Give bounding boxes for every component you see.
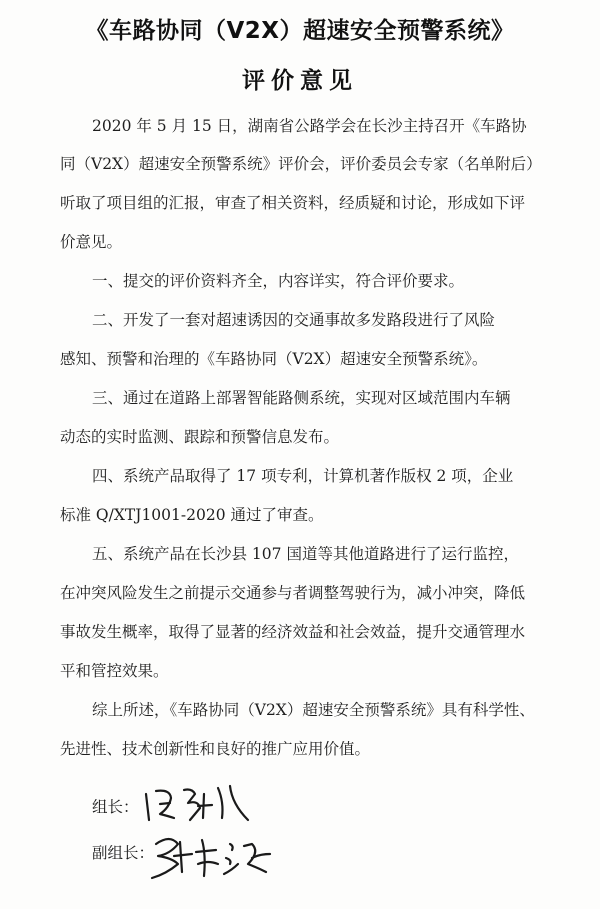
- paragraph-line: 在冲突风险发生之前提示交通参与者调整驾驶行为，减小冲突，降低: [60, 584, 526, 602]
- deputy-label: 副组长：: [92, 844, 155, 862]
- paragraph-line: 一、提交的评价资料齐全，内容详实，符合评价要求。: [92, 272, 465, 290]
- document-title: 《车路协同（V2X）超速安全预警系统》: [85, 18, 515, 44]
- deputy-signature: [148, 824, 288, 886]
- paragraph-line: 五、系统产品在长沙县 107 国道等其他道路进行了运行监控，: [92, 545, 519, 563]
- paragraph-line: 标准 Q/XTJ1001-2020 通过了审查。: [60, 506, 324, 524]
- paragraph-line: 2020 年 5 月 15 日，湖南省公路学会在长沙主持召开《车路协: [92, 117, 527, 135]
- document-subtitle: 评价意见: [242, 68, 358, 94]
- leader-label: 组长：: [92, 798, 139, 816]
- paragraph-line: 二、开发了一套对超速诱因的交通事故多发路段进行了风险: [92, 311, 496, 329]
- paragraph-line: 听取了项目组的汇报，审查了相关资料，经质疑和讨论，形成如下评: [60, 194, 526, 212]
- paragraph-line: 先进性、技术创新性和良好的推广应用价值。: [60, 740, 371, 758]
- leader-signature: [140, 778, 270, 828]
- paragraph-line: 平和管控效果。: [60, 662, 169, 680]
- paragraph-line: 综上所述，《车路协同（V2X）超速安全预警系统》具有科学性、: [92, 701, 535, 719]
- paragraph-line: 同（V2X）超速安全预警系统》评价会，评价委员会专家（名单附后）: [60, 155, 542, 173]
- paragraph-line: 四、系统产品取得了 17 项专利，计算机著作版权 2 项，企业: [92, 467, 514, 485]
- paragraph-line: 价意见。: [60, 233, 123, 251]
- paragraph-line: 感知、预警和治理的《车路协同（V2X）超速安全预警系统》。: [60, 350, 488, 368]
- paragraph-line: 三、通过在道路上部署智能路侧系统，实现对区域范围内车辆: [92, 389, 511, 407]
- paragraph-line: 动态的实时监测、跟踪和预警信息发布。: [60, 428, 340, 446]
- paragraph-line: 事故发生概率，取得了显著的经济效益和社会效益，提升交通管理水: [60, 623, 526, 641]
